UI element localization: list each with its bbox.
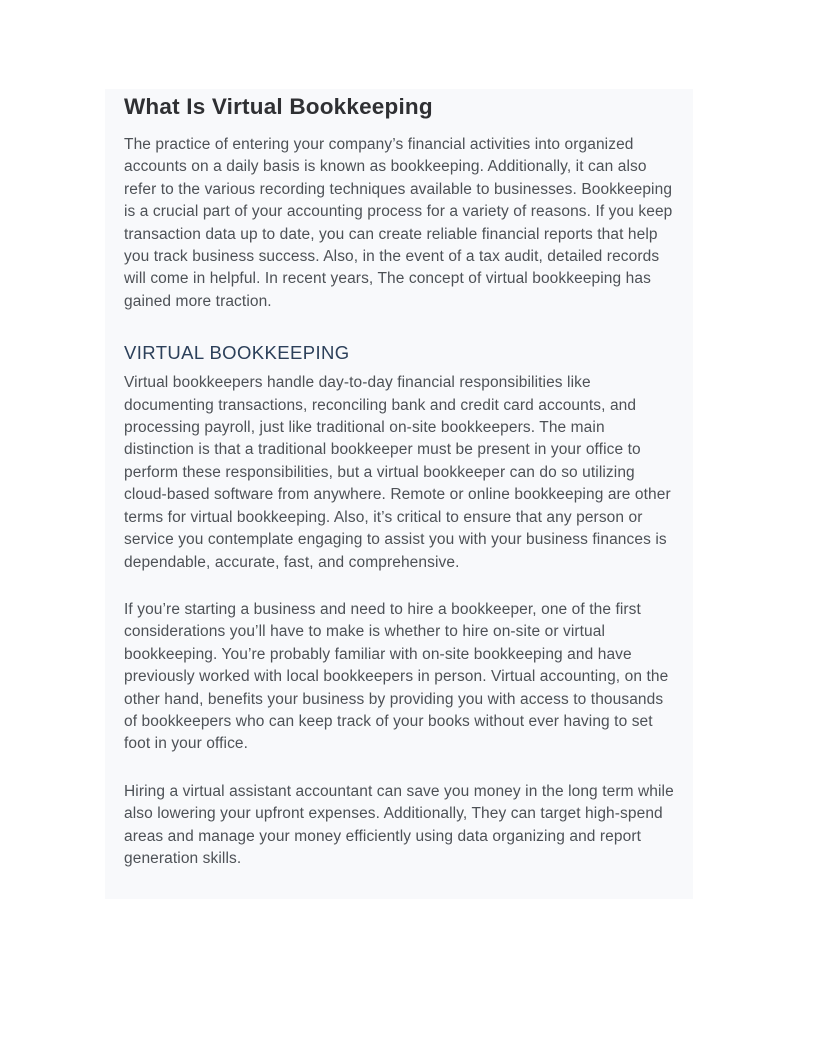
intro-paragraph: The practice of entering your company’s financial activities into organized accounts on a daily basis is known as bookkeeping. Additionally, it can also refer to the various recording techniques available to businesses. Bookkeeping is a crucial part of your accounting process for a variety of reasons. If you keep transaction data up to date, you can create reliable financial reports that help you track business success. Also, in the event of a tax audit, detailed records will come in helpful. In recent years, The concept of virtual bookkeeping has gained more traction. — [124, 136, 673, 310]
article-title: What Is Virtual Bookkeeping — [124, 94, 433, 119]
article-panel — [105, 89, 693, 899]
section-paragraph-3: Hiring a virtual assistant accountant can save you money in the long term while also lowering your upfront expenses. Additionally, They can target high-spend areas and manage your money efficiently using data organizing and report generation skills. — [124, 782, 674, 867]
section-paragraph-1: Virtual bookkeepers handle day-to-day financial responsibilities like documenting transactions, reconciling bank and credit card accounts, and processing payroll, just like traditional on-site bookkeepers. The main distinction is that a traditional bookkeeper must be present in your office to perform these responsibilities, but a virtual bookkeeper can do so utilizing cloud-based software from anywhere. Remote or online bookkeeping are other terms for virtual bookkeeping. Also, it’s critical to ensure that any person or service you contemplate engaging to assist you with your business finances is dependable, accurate, fast, and comprehensive. — [124, 374, 671, 571]
section-heading-virtual-bookkeeping: VIRTUAL BOOKKEEPING — [124, 342, 350, 364]
section-paragraph-2: If you’re starting a business and need to hire a bookkeeper, one of the first considerations you’ll have to make is whether to hire on-site or virtual bookkeeping. You’re probably familiar with on-site bookkeeping and have previously worked with local bookkeepers in person. Virtual accounting, on the other hand, benefits your business by providing you with access to thousands of bookkeepers who can keep track of your books without ever having to set foot in your office. — [124, 600, 669, 753]
